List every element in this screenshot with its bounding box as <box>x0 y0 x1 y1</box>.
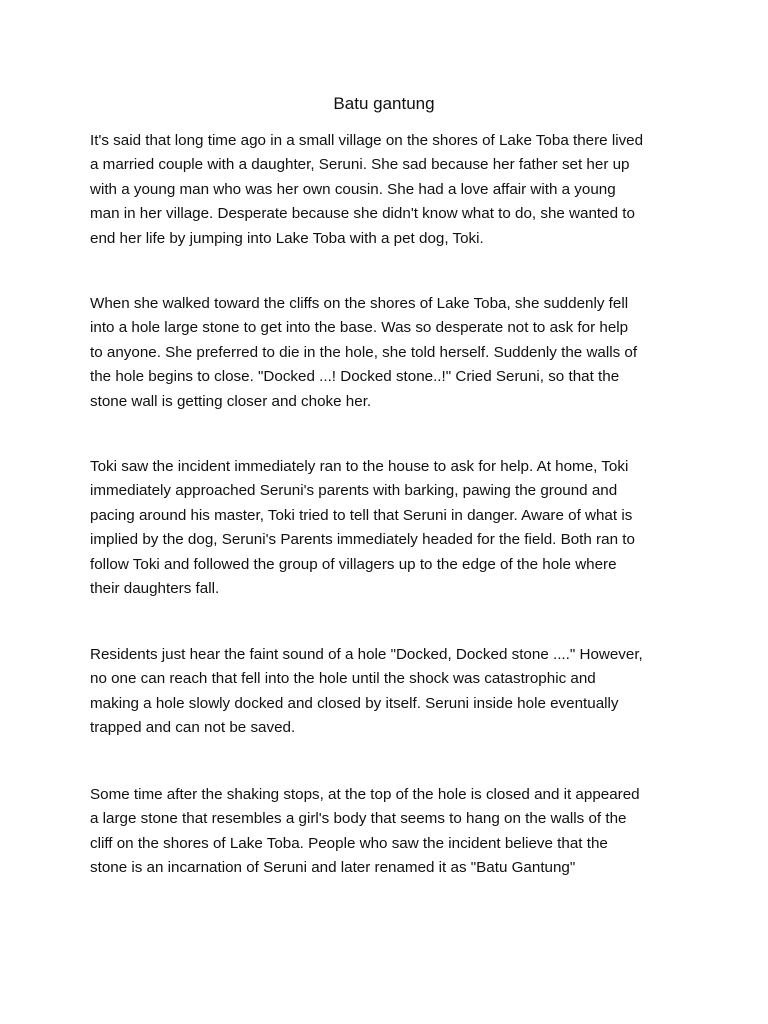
text-line: man in her village. Desperate because she didn't know what to do, she wanted to <box>90 205 635 223</box>
text-line: stone is an incarnation of Seruni and later renamed it as "Batu Gantung" <box>90 859 576 877</box>
text-line: Toki saw the incident immediately ran to the house to ask for help. At home, Toki <box>90 458 629 475</box>
text-line: follow Toki and followed the group of villagers up to the edge of the hole where <box>90 555 617 573</box>
text-line: into a hole large stone to get into the base. Was so desperate not to ask for help <box>90 319 629 337</box>
document-title: Batu gantung <box>333 94 435 113</box>
text-line: the hole begins to close. "Docked ...! Docked stone..!" Cried Seruni, so that the <box>90 368 620 386</box>
text-line: When she walked toward the cliffs on the shores of Lake Toba, she suddenly fell <box>90 295 629 312</box>
text-line: making a hole slowly docked and closed by itself. Seruni inside hole eventually <box>90 694 619 712</box>
text-line: a married couple with a daughter, Seruni. She sad because her father set her up <box>90 156 630 174</box>
text-line: end her life by jumping into Lake Toba with a pet dog, Toki. <box>90 229 484 247</box>
paragraph-3 <box>90 455 690 601</box>
paragraph-5 <box>90 783 690 881</box>
text-line: with a young man who was her own cousin. She had a love affair with a young <box>90 180 616 198</box>
text-line: no one can reach that fell into the hole until the shock was catastrophic and <box>90 670 596 688</box>
text-line: implied by the dog, Seruni's Parents immediately headed for the field. Both ran to <box>90 531 635 549</box>
text-line: It's said that long time ago in a small village on the shores of Lake Toba there lived <box>90 132 644 149</box>
text-line: cliff on the shores of Lake Toba. People who saw the incident believe that the <box>90 834 608 852</box>
paragraph-2 <box>90 292 690 414</box>
text-line: Some time after the shaking stops, at the top of the hole is closed and it appeared <box>90 786 640 803</box>
paragraph-1 <box>90 129 690 251</box>
text-line: a large stone that resembles a girl's body that seems to hang on the walls of the <box>90 810 627 828</box>
text-line: to anyone. She preferred to die in the hole, she told herself. Suddenly the walls of <box>90 343 638 361</box>
text-line: their daughters fall. <box>90 580 220 598</box>
text-line: pacing around his master, Toki tried to tell that Seruni in danger. Aware of what is <box>90 506 633 524</box>
paragraph-4 <box>90 643 690 741</box>
text-line: trapped and can not be saved. <box>90 719 296 737</box>
text-line: immediately approached Seruni's parents with barking, pawing the ground and <box>90 482 618 500</box>
text-line: stone wall is getting closer and choke her. <box>90 392 372 410</box>
text-line: Residents just hear the faint sound of a hole "Docked, Docked stone ...." However, <box>90 646 643 663</box>
